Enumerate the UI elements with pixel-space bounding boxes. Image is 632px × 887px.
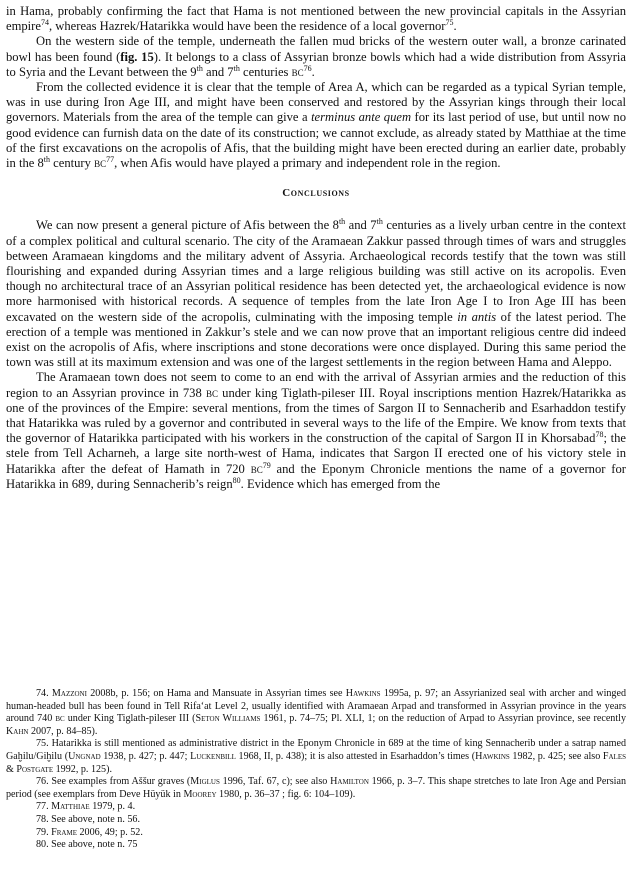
footnote: 80. See above, note n. 75 (36, 839, 138, 851)
body-paragraph: From the collected evidence it is clear that the temple of Area A, which can be regarded as a typical Syrian temple, was in use during Iron Age III, and might have been conserved and restored by the Assyrian kings through their local governors. Materials from the area of the temple can give a terminus ante quem for its last period of use, but until now no good evidence can furnish data on the date of its construction; we cannot exclude, as already stated by Matthiae at the time of the first excavations on the acropolis of Afis, that the building might have been erected during an earlier date, probably in the 8th century $bc^{77}$, when Afis would have played a primary and independent role in the region. (6, 80, 626, 171)
body-paragraph: The Aramaean town does not seem to come to an end with the arrival of Assyrian armies and the reduction of this region to an Assyrian province in 738 bc under king Tiglath-pileser III. Royal inscriptions mention Hazrek/Hatarikka as one of the provinces of the Empire: several mentions, from the times of Sargon II to Sennacherib and Esarhaddon testify that Hatarikka was ruled by a governor and contributed in several ways to the life of the Empire. We know from texts that the governor of Hatarikka participated with his workers in the construction of the capital of Sargon II in Khorsabad$^{78}$; the stele from Tell Acharneh, a large site north-west of Hama, indicates that Sargon II erected one of his victory stele in Hatarikka after the defeat of Hamath in 720 $bc^{79}$ and the Eponym Chronicle mentions the name of a governor for Hatarikka in 689, during Sennacherib’s reign$^{80}$. Evidence which has emerged from the (6, 370, 627, 491)
footnote: 74. Mazzoni 2008b, p. 156; on Hama and Mansuate in Assyrian times see Hawkins 1995a, p. 97; an Assyrianized seal with archer and winged human-headed bull has been found in Tell Rifa‘at Level 2, usually identified with Aramaean Arpad and transformed in Assyrian province in the years around 740 bc under King Tiglath-pileser III (Seton Williams 1961, p. 74–75; Pl. XLI, 1; on the reduction of Arpad to Assyrian province, see recently Kahn 2007, p. 84–85). (6, 688, 627, 737)
body-paragraph: We can now present a general picture of Afis between the 8th and 7th centuries as a lively urban centre in the context of a complex political and cultural scenario. The city of the Aramaean Zakkur passed through times of wars and struggles between Aramaean kingdoms and the military advent of Assyria. Archaeological records testify that the town was still flourishing and expanded during Assyrian times and a large religious building was still active on its acropolis. Even though no architectural trace of an Assyrian political residence has been detected yet, the archaeological evidence is now more harmonised with historical records. A sequence of temples from the late Iron Age I to Iron Age III has been excavated on the western side of the acropolis, culminating with the imposing temple in antis of the latest period. The erection of a temple was mentioned in Zakkur’s stele and we can now prove that an important religious centre did indeed exist on the acropolis of Afis, where inscriptions and stone decorations were once displayed. During this same period the town was still at its maximum extension and was one of the largest settlements in the region between Hama and Aleppo. (6, 217, 626, 370)
footnote: 78. See above, note n. 56. (36, 813, 140, 825)
footnote: 79. Frame 2006, 49; p. 52. (36, 826, 143, 838)
footnotes (6, 688, 626, 852)
body-paragraph: in Hama, probably confirming the fact that Hama is not mentioned between the new provincial capitals in the Assyrian empire$^{74}$, whereas Hazrek/Hatarikka would have been the residence of a local governor$^{75}$. (6, 4, 626, 34)
footnote: 76. See examples from Aššur graves (Miglus 1996, Taf. 67, c); see also Hamilton 1966, p. 3–7. This shape stretches to late Iron Age and Persian period (see exemplars from Deve Hüyük in Moorey 1980, p. 36–37 ; fig. 6: 104–109). (6, 776, 626, 800)
footnote: 75. Hatarikka is still mentioned as administrative district in the Eponym Chronicle in 689 at the time of king Sennacherib under a satrap named Gaḫilu/Giḫilu (Ungnad 1938, p. 427; p. 447; Luckenbill 1968, II, p. 438); it is also attested in Esarhaddon’s times (Hawkins 1982, p. 425; see also Fales & Postgate 1992, p. 125). (6, 738, 626, 775)
page-body (6, 4, 626, 492)
body-paragraph: On the western side of the temple, underneath the fallen mud bricks of the western outer wall, a bronze carinated bowl has been found (fig. 15). It belongs to a class of Assyrian bronze bowls which had a wide distribution from Assyria to Syria and the Levant between the 9th and 7th centuries $bc^{76}$. (6, 34, 626, 79)
footnote: 77. Matthiae 1979, p. 4. (36, 801, 136, 813)
text-section-upper (6, 4, 626, 171)
section-heading: Conclusions (282, 187, 350, 200)
text-section-conclusions (6, 218, 626, 492)
